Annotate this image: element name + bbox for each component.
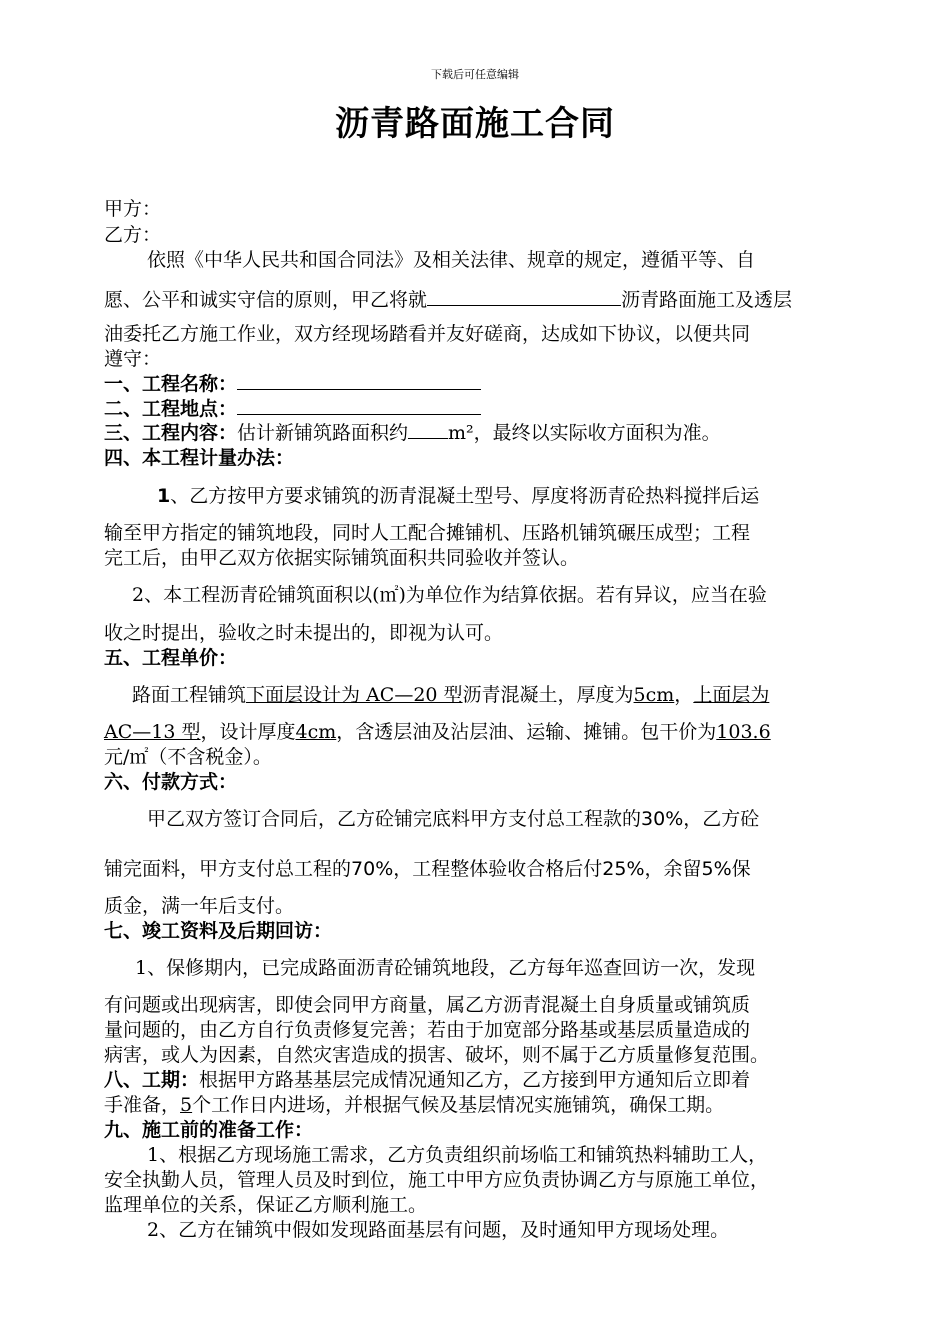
section-7-line-3: 量问题的，由乙方自行负责修复完善；若由于加宽部分路基或基层质量造成的 [104,1019,751,1041]
section-6-line-2: 铺完面料，甲方支付总工程的70%，工程整体验收合格后付25%，余留5%保 [104,858,751,880]
section-4-p2-line-2: 收之时提出，验收之时未提出的，即视为认可。 [104,622,504,644]
section-7-line-1: 1、保修期内，已完成路面沥青砼铺筑地段，乙方每年巡查回访一次，发现 [135,957,756,979]
section-9-line-1: 1、根据乙方现场施工需求，乙方负责组织前场临工和铺筑热料辅助工人， [147,1144,768,1166]
section-2: 二、工程地点： [104,394,481,421]
section-6-heading: 六、付款方式： [104,771,238,793]
section-6-line-3: 质金，满一年后支付。 [104,895,295,917]
page-title: 沥青路面施工合同 [335,104,615,144]
section-7-line-2: 有问题或出现病害，即使会同甲方商量，属乙方沥青混凝土自身质量或铺筑质 [104,994,751,1016]
section-7-line-4: 病害，或人为因素，自然灾害造成的损害、破坏，则不属于乙方质量修复范围。 [104,1044,770,1066]
intro-line-3: 油委托乙方施工作业，双方经现场踏看并友好磋商，达成如下协议，以便共同 [104,323,751,345]
section-5-line-1: 路面工程铺筑下面层设计为 AC—20 型沥青混凝土，厚度为5cm，上面层为 [132,684,770,706]
project-title-blank[interactable] [237,371,481,390]
section-7-heading: 七、竣工资料及后期回访： [104,920,333,942]
section-9-line-2: 安全执勤人员，管理人员及时到位，施工中甲方应负责协调乙方与原施工单位， [104,1169,770,1191]
intro-line-2: 愿、公平和诚实守信的原则，甲乙将就 沥青路面施工及透层 [104,289,793,311]
intro-line-1: 依照《中华人民共和国合同法》及相关法律、规章的规定，遵循平等、自 [147,249,756,271]
section-9-heading: 九、施工前的准备工作： [104,1119,314,1141]
section-3: 三、工程内容：估计新铺筑路面积约 m²，最终以实际收方面积为准。 [104,422,721,444]
intro-line-4: 遵守： [104,348,162,370]
area-blank[interactable] [408,420,448,439]
section-9-line-4: 2、乙方在铺筑中假如发现路面基层有问题，及时通知甲方现场处理。 [147,1219,730,1241]
section-4-p1-line-2: 输至甲方指定的铺筑地段，同时人工配合摊铺机、压路机铺筑碾压成型；工程 [104,522,751,544]
section-4-p2-line-1: 2、本工程沥青砼铺筑面积以(㎡)为单位作为结算依据。若有异议，应当在验 [132,584,767,606]
section-6-line-1: 甲乙双方签订合同后，乙方砼铺完底料甲方支付总工程款的30%，乙方砼 [147,808,760,830]
section-5-heading: 五、工程单价： [104,647,238,669]
project-name-blank[interactable] [427,287,621,306]
section-4-heading: 四、本工程计量办法： [104,447,295,469]
project-location-blank[interactable] [237,396,481,415]
section-4-p1-line-3: 完工后，由甲乙双方依据实际铺筑面积共同验收并签认。 [104,547,580,569]
section-8-line-1: 八、工期：根据甲方路基基层完成情况通知乙方，乙方接到甲方通知后立即着 [104,1069,751,1091]
section-5-line-2: AC—13 型，设计厚度4cm，含透层油及沾层油、运输、摊铺。包干价为103.6 [104,721,771,743]
header-note: 下载后可任意编辑 [431,68,519,81]
section-1: 一、工程名称： [104,369,481,396]
section-4-p1-line-1: 1、乙方按甲方要求铺筑的沥青混凝土型号、厚度将沥青砼热料搅拌后运 [157,485,760,507]
party-a-label: 甲方： [104,198,162,220]
party-b-label: 乙方： [104,224,162,246]
section-9-line-3: 监理单位的关系，保证乙方顺利施工。 [104,1194,428,1216]
section-8-line-2: 手准备，5个工作日内进场，并根据气候及基层情况实施铺筑，确保工期。 [104,1094,725,1116]
section-5-line-3: 元/㎡（不含税金）。 [104,746,272,768]
